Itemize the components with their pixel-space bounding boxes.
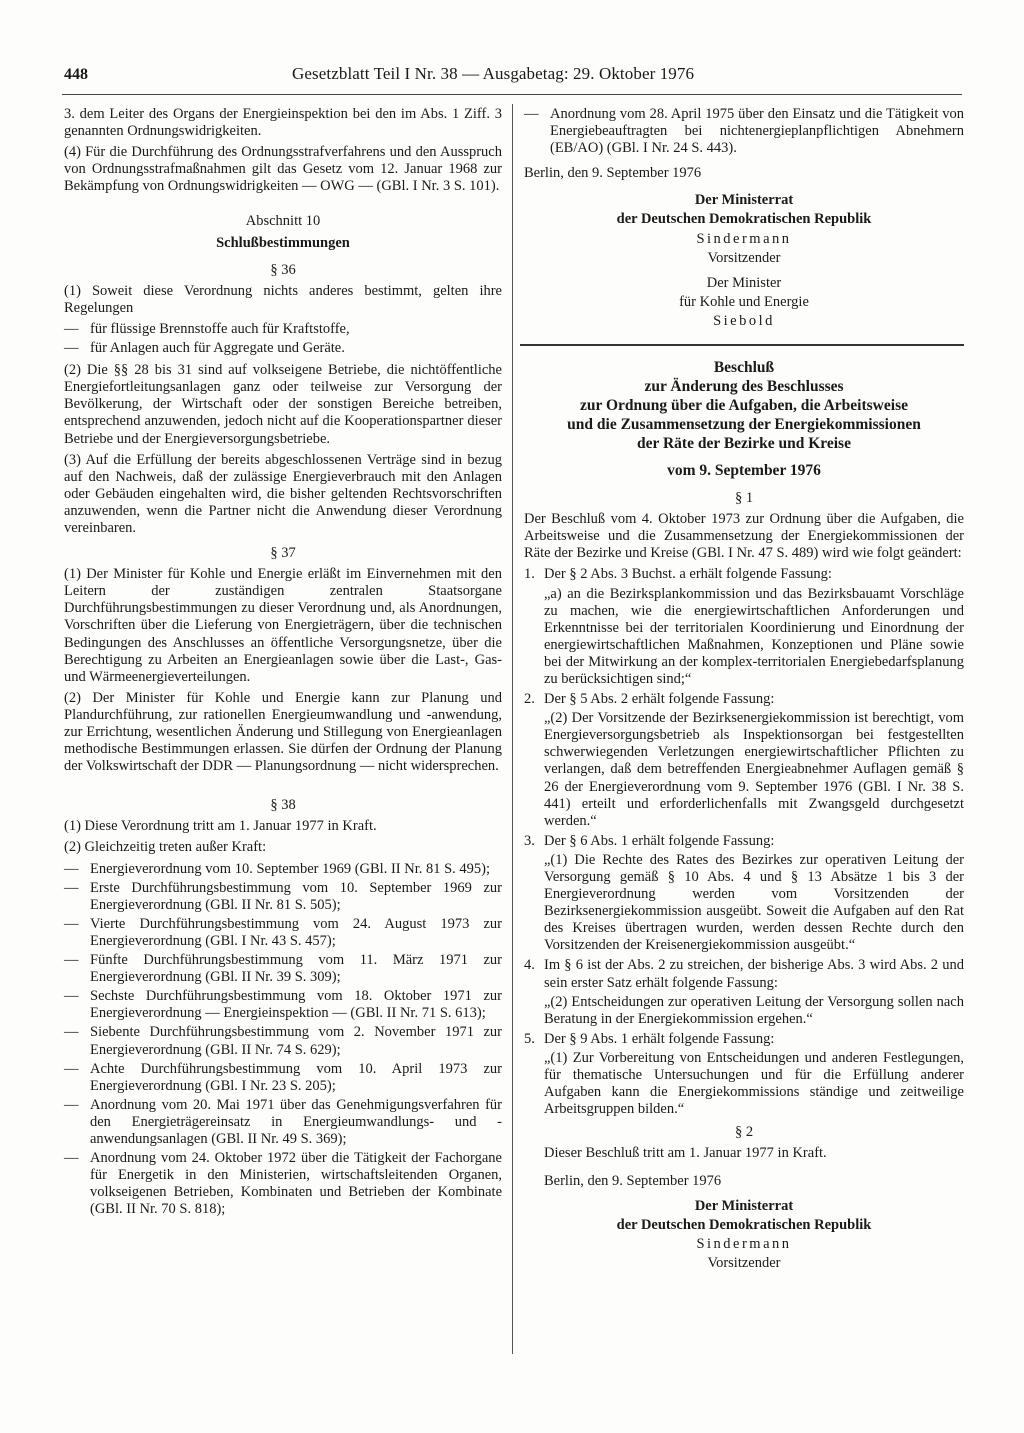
- paragraph: (2) Gleichzeitig treten außer Kraft:: [64, 839, 267, 856]
- date-line: Berlin, den 9. September 1976: [524, 165, 702, 182]
- repeal-item: — Erste Durchführungsbestimmung vom 10. September 1969 zur Energieverordnung (GBl. II Nr. 81 S. 505);: [64, 879, 502, 913]
- signatory-role: Vorsitzender: [707, 249, 781, 266]
- section-rule: [520, 344, 964, 346]
- paragraph: 3. dem Leiter des Organs der Energieinspektion bei den im Abs. 1 Ziff. 3 genannten Ordnungswidrigkeiten.: [64, 106, 502, 140]
- amendment-item: 1. Der § 2 Abs. 3 Buchst. a erhält folgende Fassung:: [524, 566, 832, 583]
- paragraph: (2) Der Minister für Kohle und Energie kann zur Planung und Plandurchführung, zur rationellen Energieumwandlung und -anwendung, zur Errichtung, wesentlichen Änderung und Stillegung von Energieanlagen methodische Bestimmungen erlassen. Sie dürfen der Ordnung der Planung der Volkswirtschaft der DDR — Planungsordnung — nicht widersprechen.: [64, 689, 502, 775]
- repeal-item: — Achte Durchführungsbestimmung vom 10. April 1973 zur Energieverordnung (GBl. I Nr. 23 S. 205);: [64, 1060, 502, 1094]
- paragraph: (3) Auf die Erfüllung der bereits abgeschlossenen Verträge sind in bezug auf den Nachweis, daß der zulässige Energieverbrauch mit den Anlagen oder Gebäuden eingehalten wird, die bisher geltenden Rechtsvorschriften anzuwenden, wenn die Partner nicht die Anwendung dieser Verordnung vereinbaren.: [64, 451, 502, 536]
- signatory-name: Sindermann: [696, 1235, 792, 1252]
- repeal-item: — Fünfte Durchführungsbestimmung vom 11. März 1971 zur Energieverordnung (GBl. II Nr. 39 S. 309);: [64, 952, 502, 986]
- decision-title-line: zur Änderung des Beschlusses: [644, 378, 844, 396]
- decision-title-line: zur Ordnung über die Aufgaben, die Arbeitsweise: [580, 397, 908, 415]
- paragraph-number: § 2: [734, 1124, 754, 1141]
- repeal-item: — Anordnung vom 24. Oktober 1972 über die Tätigkeit der Fachorgane für Energetik in den Ministerien, wirtschaftsleitenden Organen, volkseigenen Betrieben, Kombinaten und Betrieben der Kombinate (GBl. II Nr. 70 S. 818);: [64, 1150, 502, 1218]
- signatory-name: Sindermann: [696, 230, 792, 247]
- decision-title-line: der Räte der Bezirke und Kreise: [637, 435, 851, 453]
- paragraph: Dieser Beschluß tritt am 1. Januar 1977 in Kraft.: [544, 1145, 827, 1162]
- decision-title-line: und die Zusammensetzung der Energiekommissionen: [567, 416, 921, 434]
- paragraph: Der Beschluß vom 4. Oktober 1973 zur Ordnung über die Aufgaben, die Arbeitsweise und die Zusammensetzung der Energiekommissionen der Räte der Bezirke und Kreise (GBl. I Nr. 47 S. 489) wird wie folgt geändert:: [524, 511, 964, 562]
- decision-date: vom 9. September 1976: [667, 462, 821, 480]
- paragraph: (1) Diese Verordnung tritt am 1. Januar 1977 in Kraft.: [64, 818, 377, 835]
- amendment-item: 3. Der § 6 Abs. 1 erhält folgende Fassung:: [524, 832, 775, 849]
- repeal-item: — Anordnung vom 20. Mai 1971 über das Genehmigungsverfahren für den Energieträgereinsatz in Energieumwandlungs- und -anwendungsanlagen (GBl. II Nr. 49 S. 369);: [64, 1096, 502, 1147]
- running-head: Gesetzblatt Teil I Nr. 38 — Ausgabetag: 29. Oktober 1976: [292, 64, 695, 83]
- dash-item: — für Anlagen auch für Aggregate und Geräte.: [64, 340, 345, 357]
- signatory-org: der Deutschen Demokratischen Republik: [616, 211, 872, 228]
- header-rule: [62, 94, 962, 95]
- amendment-quote: „(2) Entscheidungen zur operativen Leitung der Versorgung sollen nach Beratung in der Energiekommission ergehen.“: [544, 993, 964, 1027]
- paragraph: (1) Soweit diese Verordnung nichts anderes bestimmt, gelten ihre Regelungen: [64, 282, 502, 316]
- amendment-quote: „a) an die Bezirksplankommission und das Bezirksbauamt Vorschläge zu machen, wie die energiewirtschaftlichen Anforderungen und Erkenntnisse bei der territorialen Koordinierung und Einordnung der energiewirtschaftlichen Maßnahmen, Konzeptionen und Pläne sowie bei der Mitwirkung an der komplex-territorialen Energiebedarfsplanung zu berücksichtigen sind;“: [544, 585, 964, 687]
- repeal-item: — Sechste Durchführungsbestimmung vom 18. Oktober 1971 zur Energieverordnung — Energieinspektion — (GBl. II Nr. 71 S. 613);: [64, 988, 502, 1022]
- signatory-org: für Kohle und Energie: [679, 293, 809, 310]
- section-label: Abschnitt 10: [245, 213, 321, 230]
- paragraph-number: § 1: [734, 490, 754, 507]
- paragraph: (2) Die §§ 28 bis 31 sind auf volkseigene Betriebe, die nichtöffentliche Energiefortleitungsanlagen ganz oder teilweise zur Versorgung der Bevölkerung, der Wirtschaft oder der sonstigen Bereiche betreiben, entsprechend anzuwenden, jedoch nicht auf die Kooperationspartner dieser Betriebe und der Energieversorgungsbetriebe.: [64, 362, 502, 447]
- right-column: [524, 106, 964, 1274]
- signatory-org: Der Minister: [706, 274, 782, 291]
- amendment-quote: „(1) Die Rechte des Rates des Bezirkes zur operativen Leitung der Versorgung gemäß § 10 Abs. 4 und § 13 Absätze 1 bis 3 der Energieverordnung werden vom Vorsitzenden der Bezirksenergiekommission ausgeübt. Soweit die Aufgaben auf den Rat des Kreises übertragen wurden, werden dessen Rechte durch den Vorsitzenden der Kreisenergiekommission ausgeübt.“: [544, 851, 964, 954]
- amendment-item: 5. Der § 9 Abs. 1 erhält folgende Fassung:: [524, 1030, 775, 1047]
- signatory-name: Siebold: [713, 312, 775, 329]
- signatory-org: der Deutschen Demokratischen Republik: [616, 1216, 872, 1233]
- paragraph: (1) Der Minister für Kohle und Energie erläßt im Einvernehmen mit den Leitern der zuständigen zentralen Staatsorgane Durchführungsbestimmungen zu dieser Verordnung und, als Anordnungen, Vorschriften über die Lieferung von Energieträgern, über die technischen Bedingungen des Anschlusses an öffentliche Versorgungsnetze, über die Berechtigung zu Arbeiten an Energieanlagen sowie über die Last-, Gas- und Wärmeenergieverteilungen.: [64, 566, 502, 685]
- signatory-org: Der Ministerrat: [694, 192, 794, 209]
- amendment-quote: „(1) Zur Vorbereitung von Entscheidungen und anderen Festlegungen, für thematische Untersuchungen und für die Erfüllung anderer Aufgaben kann die Energiekommissions ständige und zeitweilige Arbeitsgruppen bilden.“: [544, 1049, 964, 1118]
- amendment-quote: „(2) Der Vorsitzende der Bezirksenergiekommission ist berechtigt, vom Energieversorgungsbetrieb als Inspektionsorgan bei festgestellten schwerwiegenden Verletzungen energiewirtschaftlicher Pflichten zu verlangen, daß dem betreffenden Energieabnehmer Auflagen gemäß § 26 der Energieverordnung vom 9. September 1976 (GBl. I Nr. 38 S. 441) erteilt und erforderlichenfalls mit Zwangsgeld durchgesetzt werden.“: [544, 710, 964, 829]
- dash-item: — für flüssige Brennstoffe auch für Kraftstoffe,: [64, 320, 350, 337]
- left-column: [64, 106, 502, 1220]
- signatory-org: Der Ministerrat: [694, 1197, 794, 1214]
- paragraph: (4) Für die Durchführung des Ordnungsstrafverfahrens und den Ausspruch von Ordnungsstrafmaßnahmen gilt das Gesetz vom 12. Januar 1968 zur Bekämpfung von Ordnungswidrigkeiten — OWG — (GBl. I Nr. 3 S. 101).: [64, 144, 502, 195]
- amendment-item: 4. Im § 6 ist der Abs. 2 zu streichen, der bisherige Abs. 3 wird Abs. 2 und sein erster Satz erhält folgende Fassung:: [524, 957, 964, 991]
- repeal-item: — Siebente Durchführungsbestimmung vom 2. November 1971 zur Energieverordnung (GBl. II Nr. 74 S. 629);: [64, 1024, 502, 1058]
- page-number: 448: [64, 66, 88, 83]
- decision-title-line: Beschluß: [713, 359, 775, 377]
- amendment-item: 2. Der § 5 Abs. 2 erhält folgende Fassung:: [524, 691, 775, 708]
- page-header: [64, 64, 964, 90]
- repeal-item: — Vierte Durchführungsbestimmung vom 24. August 1973 zur Energieverordnung (GBl. I Nr. 43 S. 457);: [64, 915, 502, 949]
- section-title: Schlußbestimmungen: [216, 234, 350, 251]
- signatory-role: Vorsitzender: [707, 1254, 781, 1271]
- repeal-item: — Energieverordnung vom 10. September 1969 (GBl. II Nr. 81 S. 495);: [64, 860, 491, 877]
- paragraph-number: § 36: [270, 261, 296, 278]
- repeal-item: — Anordnung vom 28. April 1975 über den Einsatz und die Tätigkeit von Energiebeauftragten bei nichtenergieplanpflichtigen Abnehmern (EB/AO) (GBl. I Nr. 24 S. 443).: [524, 106, 964, 157]
- paragraph-number: § 38: [270, 797, 296, 814]
- column-divider: [512, 104, 513, 1354]
- date-line: Berlin, den 9. September 1976: [544, 1172, 722, 1189]
- paragraph-number: § 37: [270, 545, 296, 562]
